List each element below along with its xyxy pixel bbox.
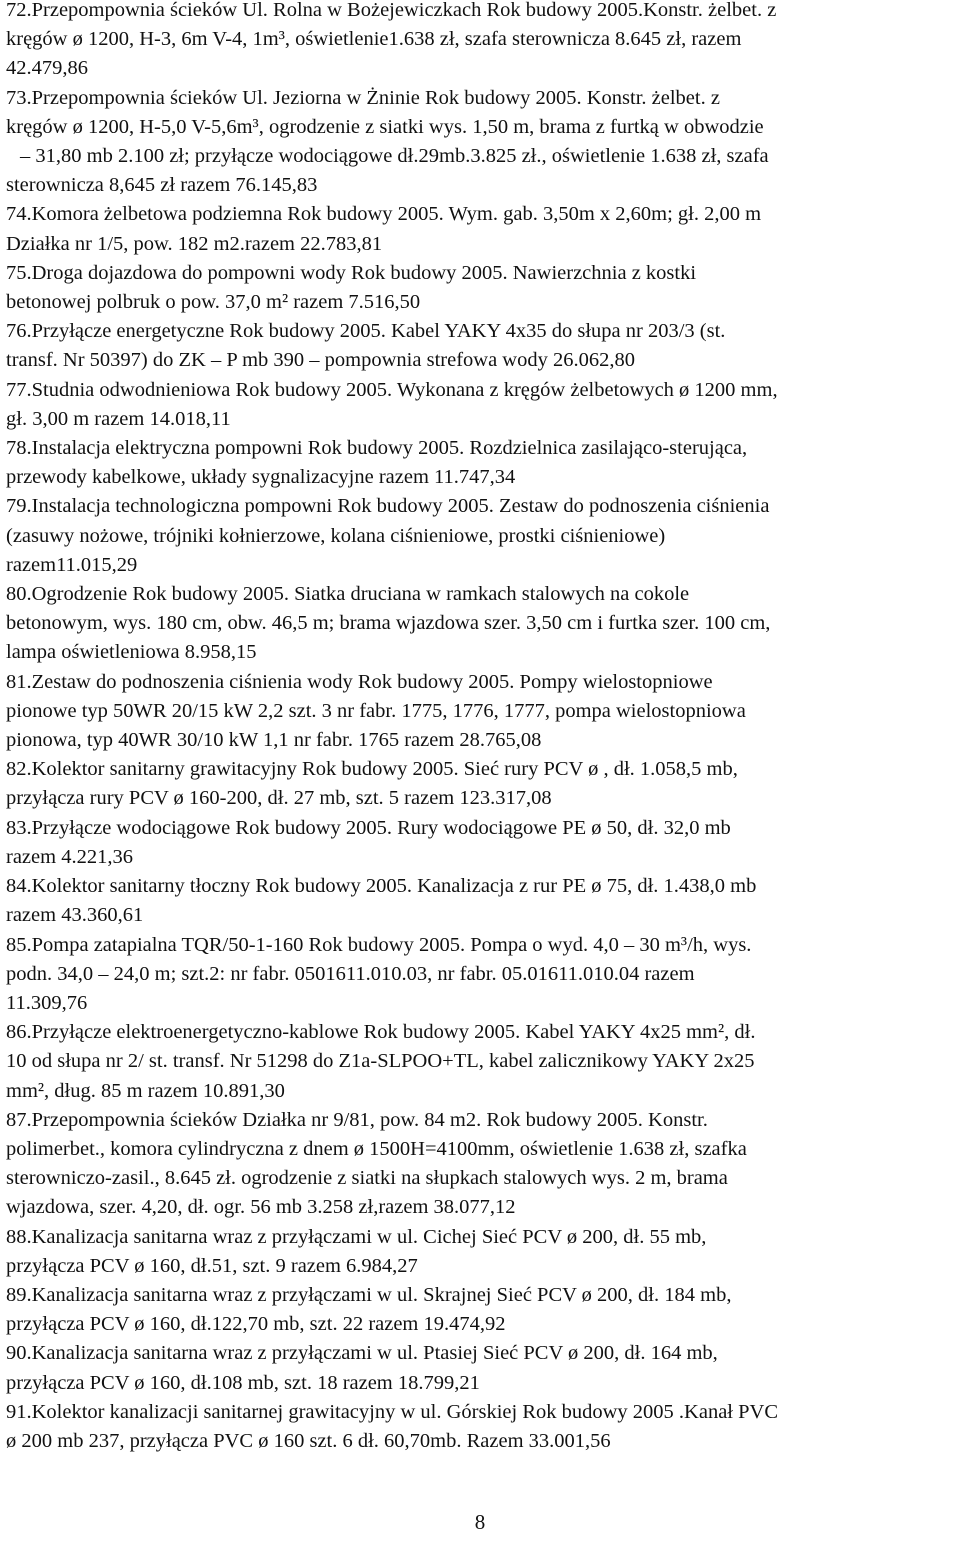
entry-line: 75.Droga dojazdowa do pompowni wody Rok budowy 2005. Nawierzchnia z kostki — [6, 261, 697, 284]
entry-line: gł. 3,00 m razem 14.018,11 — [6, 407, 231, 430]
entry-line: (zasuwy nożowe, trójniki kołnierzowe, kolana ciśnieniowe, prostki ciśnieniowe) — [6, 524, 666, 547]
entry-line: mm², dług. 85 m razem 10.891,30 — [6, 1079, 285, 1102]
entry-line: 74.Komora żelbetowa podziemna Rok budowy 2005. Wym. gab. 3,50m x 2,60m; gł. 2,00 m — [6, 203, 762, 226]
entry-line: 11.309,76 — [6, 991, 88, 1014]
entry-line: podn. 34,0 – 24,0 m; szt.2: nr fabr. 0501611.010.03, nr fabr. 05.01611.010.04 razem — [6, 962, 695, 985]
entry-80 — [6, 580, 956, 668]
entry-line: lampa oświetleniowa 8.958,15 — [6, 641, 257, 664]
entry-line: kręgów ø 1200, H-3, 6m V-4, 1m³, oświetlenie1.638 zł, szafa sterownicza 8.645 zł, razem — [6, 28, 742, 51]
entry-86 — [6, 1018, 956, 1106]
entry-84 — [6, 872, 956, 930]
entry-line: przyłącza PCV ø 160, dł.51, szt. 9 razem 6.984,27 — [6, 1254, 418, 1277]
entry-line: 82.Kolektor sanitarny grawitacyjny Rok budowy 2005. Sieć rury PCV ø , dł. 1.058,5 mb, — [6, 758, 738, 781]
entry-line: polimerbet., komora cylindryczna z dnem ø 1500H=4100mm, oświetlenie 1.638 zł, szafka — [6, 1137, 747, 1160]
entry-line: 73.Przepompownia ścieków Ul. Jeziorna w Żninie Rok budowy 2005. Konstr. żelbet. z — [6, 86, 720, 109]
entry-76 — [6, 317, 956, 375]
entry-line: kręgów ø 1200, H-5,0 V-5,6m³, ogrodzenie z siatki wys. 1,50 m, brama z furtką w obwodzie — [6, 115, 764, 138]
document-body — [6, 0, 956, 1456]
entry-line: razem 43.360,61 — [6, 904, 144, 927]
entry-85 — [6, 931, 956, 1019]
entry-89 — [6, 1281, 956, 1339]
entry-line: 42.479,86 — [6, 57, 88, 80]
entry-line: – 31,80 mb 2.100 zł; przyłącze wodociągowe dł.29mb.3.825 zł., oświetlenie 1.638 zł, szafa — [20, 145, 769, 168]
entry-line: ø 200 mb 237, przyłącza PVC ø 160 szt. 6 dł. 60,70mb. Razem 33.001,56 — [6, 1429, 611, 1452]
entry-83 — [6, 814, 956, 872]
entry-74 — [6, 200, 956, 258]
entry-line: 91.Kolektor kanalizacji sanitarnej grawitacyjny w ul. Górskiej Rok budowy 2005 .Kanał PVC — [6, 1400, 779, 1423]
entry-line: 88.Kanalizacja sanitarna wraz z przyłączami w ul. Cichej Sieć PCV ø 200, dł. 55 mb, — [6, 1225, 707, 1248]
entry-line: sterownicza 8,645 zł razem 76.145,83 — [6, 174, 318, 197]
entry-line: pionowe typ 50WR 20/15 kW 2,2 szt. 3 nr fabr. 1775, 1776, 1777, pompa wielostopniowa — [6, 699, 746, 722]
page-number: 8 — [474, 1510, 486, 1534]
entry-73 — [6, 84, 956, 201]
entry-75 — [6, 259, 956, 317]
entry-79 — [6, 492, 956, 580]
entry-line: razem 4.221,36 — [6, 845, 133, 868]
entry-91 — [6, 1398, 956, 1456]
entry-line: przyłącza PCV ø 160, dł.122,70 mb, szt. 22 razem 19.474,92 — [6, 1313, 506, 1336]
entry-line: 81.Zestaw do podnoszenia ciśnienia wody Rok budowy 2005. Pompy wielostopniowe — [6, 670, 713, 693]
entry-line: wjazdowa, szer. 4,20, dł. ogr. 56 mb 3.258 zł,razem 38.077,12 — [6, 1196, 516, 1219]
entry-line: razem11.015,29 — [6, 553, 138, 576]
entry-line: 87.Przepompownia ścieków Działka nr 9/81, pow. 84 m2. Rok budowy 2005. Konstr. — [6, 1108, 708, 1131]
entry-82 — [6, 755, 956, 813]
entry-line: przewody kabelkowe, układy sygnalizacyjne razem 11.747,34 — [6, 466, 516, 489]
entry-line: 80.Ogrodzenie Rok budowy 2005. Siatka druciana w ramkach stalowych na cokole — [6, 583, 690, 606]
entry-line: Działka nr 1/5, pow. 182 m2.razem 22.783,81 — [6, 232, 383, 255]
entry-line: sterowniczo-zasil., 8.645 zł. ogrodzenie z siatki na słupkach stalowych wys. 2 m, brama — [6, 1167, 728, 1190]
entry-line: 79.Instalacja technologiczna pompowni Rok budowy 2005. Zestaw do podnoszenia ciśnienia — [6, 495, 770, 518]
entry-88 — [6, 1223, 956, 1281]
entry-line: 83.Przyłącze wodociągowe Rok budowy 2005. Rury wodociągowe PE ø 50, dł. 32,0 mb — [6, 816, 731, 839]
entry-72 — [6, 0, 956, 84]
entry-81 — [6, 668, 956, 756]
entry-line: betonowym, wys. 180 cm, obw. 46,5 m; brama wjazdowa szer. 3,50 cm i furtka szer. 100 cm, — [6, 612, 771, 635]
entry-line: 76.Przyłącze energetyczne Rok budowy 2005. Kabel YAKY 4x35 do słupa nr 203/3 (st. — [6, 320, 726, 343]
entry-line: przyłącza PCV ø 160, dł.108 mb, szt. 18 razem 18.799,21 — [6, 1371, 480, 1394]
entry-87 — [6, 1106, 956, 1223]
entry-line: betonowej polbruk o pow. 37,0 m² razem 7.516,50 — [6, 291, 421, 314]
entry-line: 77.Studnia odwodnieniowa Rok budowy 2005. Wykonana z kręgów żelbetowych ø 1200 mm, — [6, 378, 778, 401]
entry-line: 72.Przepompownia ścieków Ul. Rolna w Bożejewiczkach Rok budowy 2005.Konstr. żelbet. z — [6, 0, 777, 21]
entry-line: 89.Kanalizacja sanitarna wraz z przyłączami w ul. Skrajnej Sieć PCV ø 200, dł. 184 mb, — [6, 1283, 732, 1306]
entry-line: 10 od słupa nr 2/ st. transf. Nr 51298 do Z1a-SLPOO+TL, kabel zalicznikowy YAKY 2x25 — [6, 1050, 755, 1073]
entry-line: 85.Pompa zatapialna TQR/50-1-160 Rok budowy 2005. Pompa o wyd. 4,0 – 30 m³/h, wys. — [6, 933, 752, 956]
entry-line: pionowa, typ 40WR 30/10 kW 1,1 nr fabr. 1765 razem 28.765,08 — [6, 729, 542, 752]
entry-line: przyłącza rury PCV ø 160-200, dł. 27 mb, szt. 5 razem 123.317,08 — [6, 787, 552, 810]
entry-line: 86.Przyłącze elektroenergetyczno-kablowe Rok budowy 2005. Kabel YAKY 4x25 mm², dł. — [6, 1021, 756, 1044]
entry-line: 78.Instalacja elektryczna pompowni Rok budowy 2005. Rozdzielnica zasilająco-sterująca, — [6, 437, 748, 460]
entry-line: 84.Kolektor sanitarny tłoczny Rok budowy 2005. Kanalizacja z rur PE ø 75, dł. 1.438,0 mb — [6, 875, 757, 898]
entry-line: transf. Nr 50397) do ZK – P mb 390 – pompownia strefowa wody 26.062,80 — [6, 349, 635, 372]
entry-77 — [6, 376, 956, 434]
entry-90 — [6, 1339, 956, 1397]
entry-line: 90.Kanalizacja sanitarna wraz z przyłączami w ul. Ptasiej Sieć PCV ø 200, dł. 164 mb, — [6, 1342, 718, 1365]
entry-78 — [6, 434, 956, 492]
